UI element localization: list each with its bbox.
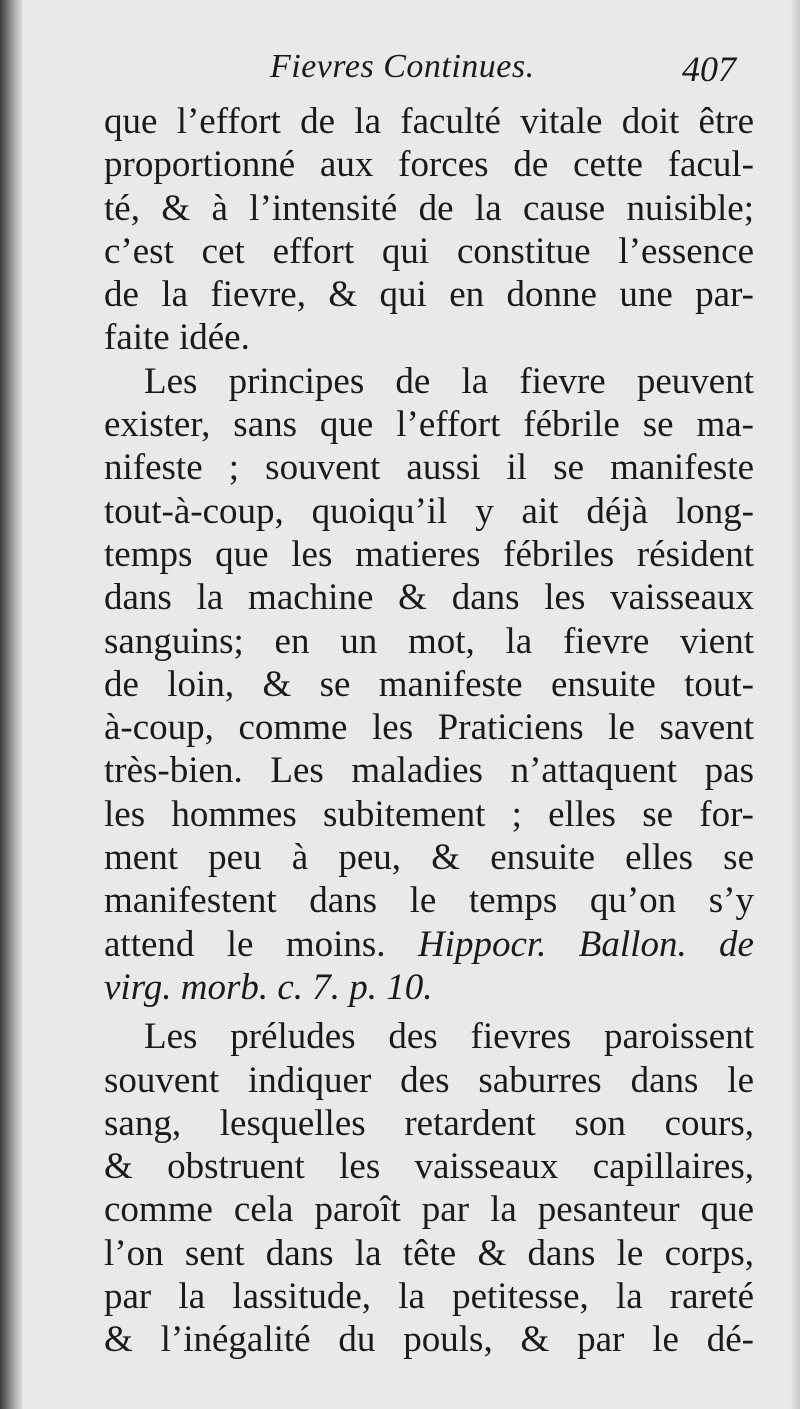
- binding-gutter: [0, 0, 22, 1409]
- page-header: [270, 48, 750, 98]
- text-line: c’est cet effort qui constitue l’essence: [104, 230, 754, 272]
- text-line: sang, lesquelles retardent son cours,: [104, 1102, 754, 1144]
- text-line: sanguins; en un mot, la fievre vient: [104, 620, 754, 662]
- text-line: très-bien. Les maladies n’attaquent pas: [104, 750, 754, 792]
- page-number: 407: [682, 49, 736, 89]
- text-line-with-citation: [104, 923, 754, 966]
- text-line: l’on sent dans la tête & dans le corps,: [104, 1232, 754, 1274]
- text-line: manifestent dans le temps qu’on s’y: [104, 880, 754, 922]
- text-line: tout-à-coup, quoiqu’il y ait déjà long-: [104, 490, 754, 532]
- text-line: Les principes de la fievre peuvent: [144, 360, 754, 402]
- paragraph-1: [104, 100, 754, 360]
- citation: Hippocr. Ballon. de: [417, 923, 754, 965]
- text-line: les hommes subitement ; elles se for-: [104, 793, 754, 835]
- text-line: exister, sans que l’effort fébrile se ma-: [104, 404, 754, 446]
- text-line: té, & à l’intensité de la cause nuisible;: [104, 187, 754, 229]
- text-line: par la lassitude, la petitesse, la rareté: [104, 1276, 754, 1318]
- text-segment: attend le moins.: [104, 923, 386, 965]
- text-line: à-coup, comme les Praticiens le savent: [104, 707, 754, 749]
- text-line: ment peu à peu, & ensuite elles se: [104, 837, 754, 879]
- text-line: de loin, & se manifeste ensuite tout-: [104, 663, 754, 705]
- running-title: Fievres Continues.: [270, 48, 535, 85]
- text-line: souvent indiquer des saburres dans le: [104, 1059, 754, 1101]
- text-line: proportionné aux forces de cette facul-: [104, 144, 754, 186]
- text-line: & obstruent les vaisseaux capillaires,: [104, 1146, 754, 1188]
- body-text: [104, 100, 754, 1362]
- text-line: faite idée.: [104, 317, 250, 359]
- text-line: comme cela paroît par la pesanteur que: [104, 1189, 754, 1231]
- text-line: de la fievre, & qui en donne une par-: [104, 274, 754, 316]
- text-line: que l’effort de la faculté vitale doit être: [104, 101, 754, 142]
- paragraph-2: [104, 360, 754, 1009]
- text-line: nifeste ; souvent aussi il se manifeste: [104, 447, 754, 489]
- paragraph-3: [104, 1015, 754, 1361]
- text-line: dans la machine & dans les vaisseaux: [104, 577, 754, 619]
- text-line: temps que les matieres fébriles résident: [104, 533, 754, 575]
- citation-line: virg. morb. c. 7. p. 10.: [104, 966, 433, 1008]
- page-edge: [790, 0, 800, 1409]
- text-line: & l’inégalité du pouls, & par le dé-: [104, 1319, 754, 1361]
- text-line: Les préludes des fievres paroissent: [144, 1016, 754, 1058]
